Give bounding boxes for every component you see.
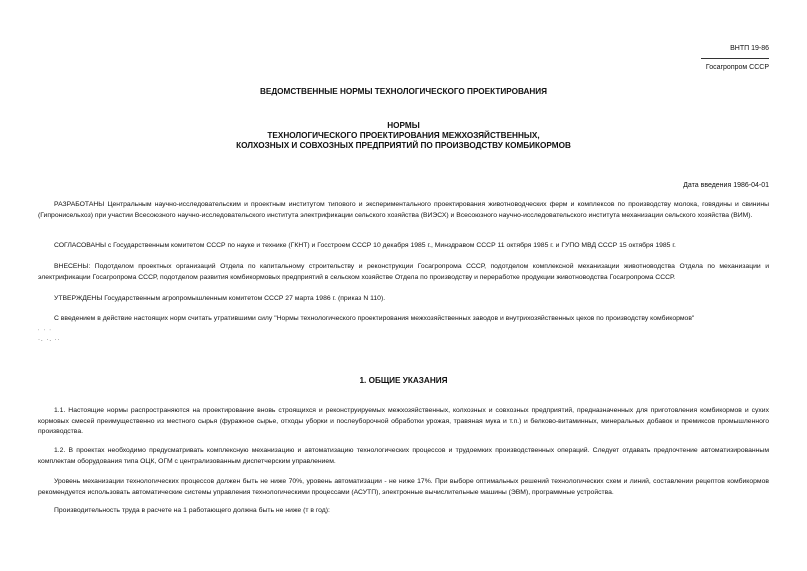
paragraph-1-1 xyxy=(38,406,769,438)
paragraph-productivity xyxy=(38,506,769,517)
document-header-block xyxy=(701,44,769,73)
paragraph-mechanization-level-text: Уровень механизации технологических процессов должен быть не ниже 70%, уровень автоматизации - не ниже 17%. При выборе оптимальных решений технологических схем и линий, составлении рецептов комбикормов рекомендуется использовать автоматические системы управления технологическими процессами (АСУТП), электронные вычислительные машины (ЭВМ), программные устройства. xyxy=(38,478,769,496)
paragraph-1-2-text: 1.2. В проектах необходимо предусматривать комплексную механизацию и автоматизацию технологических процессов и трудоемких производственных операций. Следует отдавать предпочтение автоматизированным комплектам оборудования типа ОЦК, ОГМ с централизованным диспетчерским управлением. xyxy=(38,447,769,465)
paragraph-approved xyxy=(38,294,769,305)
paragraph-introduced-text: ВНЕСЕНЫ: Подотделом проектных организаций Отдела по капитальному строительству и реконструкции Госагропрома СССР, подотделом комплексной механизации животноводства Отдела по механизации и электрификации Госагропрома СССР, подотделом развития комбикормовых предприятий в сельском хозяйстве Отдела по производству и переработке продукции животноводства Госагропрома СССР. xyxy=(38,263,769,281)
document-code: ВНТП 19-86 xyxy=(730,45,769,52)
norms-title-line1: НОРМЫ xyxy=(387,121,420,130)
paragraph-introduced xyxy=(38,262,769,283)
paragraph-1-2 xyxy=(38,446,769,467)
section-title: 1. ОБЩИЕ УКАЗАНИЯ xyxy=(359,376,448,385)
paragraph-superseded-text: С введением в действие настоящих норм считать утратившими силу "Нормы технологического проектирования межхозяйственных заводов и внутрихозяйственных цехов по производству комбикормов" xyxy=(54,315,695,322)
paragraph-developed-text: РАЗРАБОТАНЫ Центральным научно-исследовательским и проектным институтом типового и экспериментального проектирования животноводческих ферм и комплексов по производству молока, говядины и свинины (Гипронисельхоз) при участии Всесоюзного научно-исследовательского института электрификации сельского хозяйства (ВИЭСХ) и Всесоюзного научно-исследовательского института механизации сельского хозяйства (ВИМ). xyxy=(38,201,769,219)
paragraph-agreed-text: СОГЛАСОВАНЫ с Государственным комитетом СССР по науке и технике (ГКНТ) и Госстроем СССР 10 декабря 1985 г., Минздравом СССР 11 октября 1985 г. и ГУПО МВД СССР 15 октября 1985 г. xyxy=(54,242,676,249)
header-divider xyxy=(701,54,769,59)
scan-artifact: ˙ ˙ ˙ ·. ·. ·· xyxy=(38,330,61,343)
norms-title-line3: КОЛХОЗНЫХ И СОВХОЗНЫХ ПРЕДПРИЯТИЙ ПО ПРОИЗВОДСТВУ КОМБИКОРМОВ xyxy=(236,141,571,150)
paragraph-superseded xyxy=(38,314,769,325)
paragraph-approved-text: УТВЕРЖДЕНЫ Государственным агропромышленным комитетом СССР 27 марта 1986 г. (приказ N 110). xyxy=(54,295,386,302)
paragraph-developed xyxy=(38,200,769,221)
introduction-date: Дата введения 1986-04-01 xyxy=(683,182,769,189)
paragraph-productivity-text: Производительность труда в расчете на 1 работающего должна быть не ниже (т в год): xyxy=(54,507,330,514)
paragraph-1-1-text: 1.1. Настоящие нормы распространяются на проектирование вновь строящихся и реконструируемых межхозяйственных, колхозных и совхозных предприятий, предназначенных для приготовления комбикормов и сухих кормовых смесей преимущественно из местного сырья (фуражное сырье, отходы уборки и послеуборочной обработки урожая, травяная мука и т.п.) и белково-витаминных, минеральных добавок и премиксов промышленного производства. xyxy=(38,407,769,436)
paragraph-agreed xyxy=(38,241,769,252)
norms-title-line2: ТЕХНОЛОГИЧЕСКОГО ПРОЕКТИРОВАНИЯ МЕЖХОЗЯЙСТВЕННЫХ, xyxy=(267,131,540,140)
issuing-organization: Госагропром СССР xyxy=(705,64,769,71)
paragraph-mechanization-level xyxy=(38,477,769,498)
main-title: ВЕДОМСТВЕННЫЕ НОРМЫ ТЕХНОЛОГИЧЕСКОГО ПРОЕКТИРОВАНИЯ xyxy=(259,87,548,96)
